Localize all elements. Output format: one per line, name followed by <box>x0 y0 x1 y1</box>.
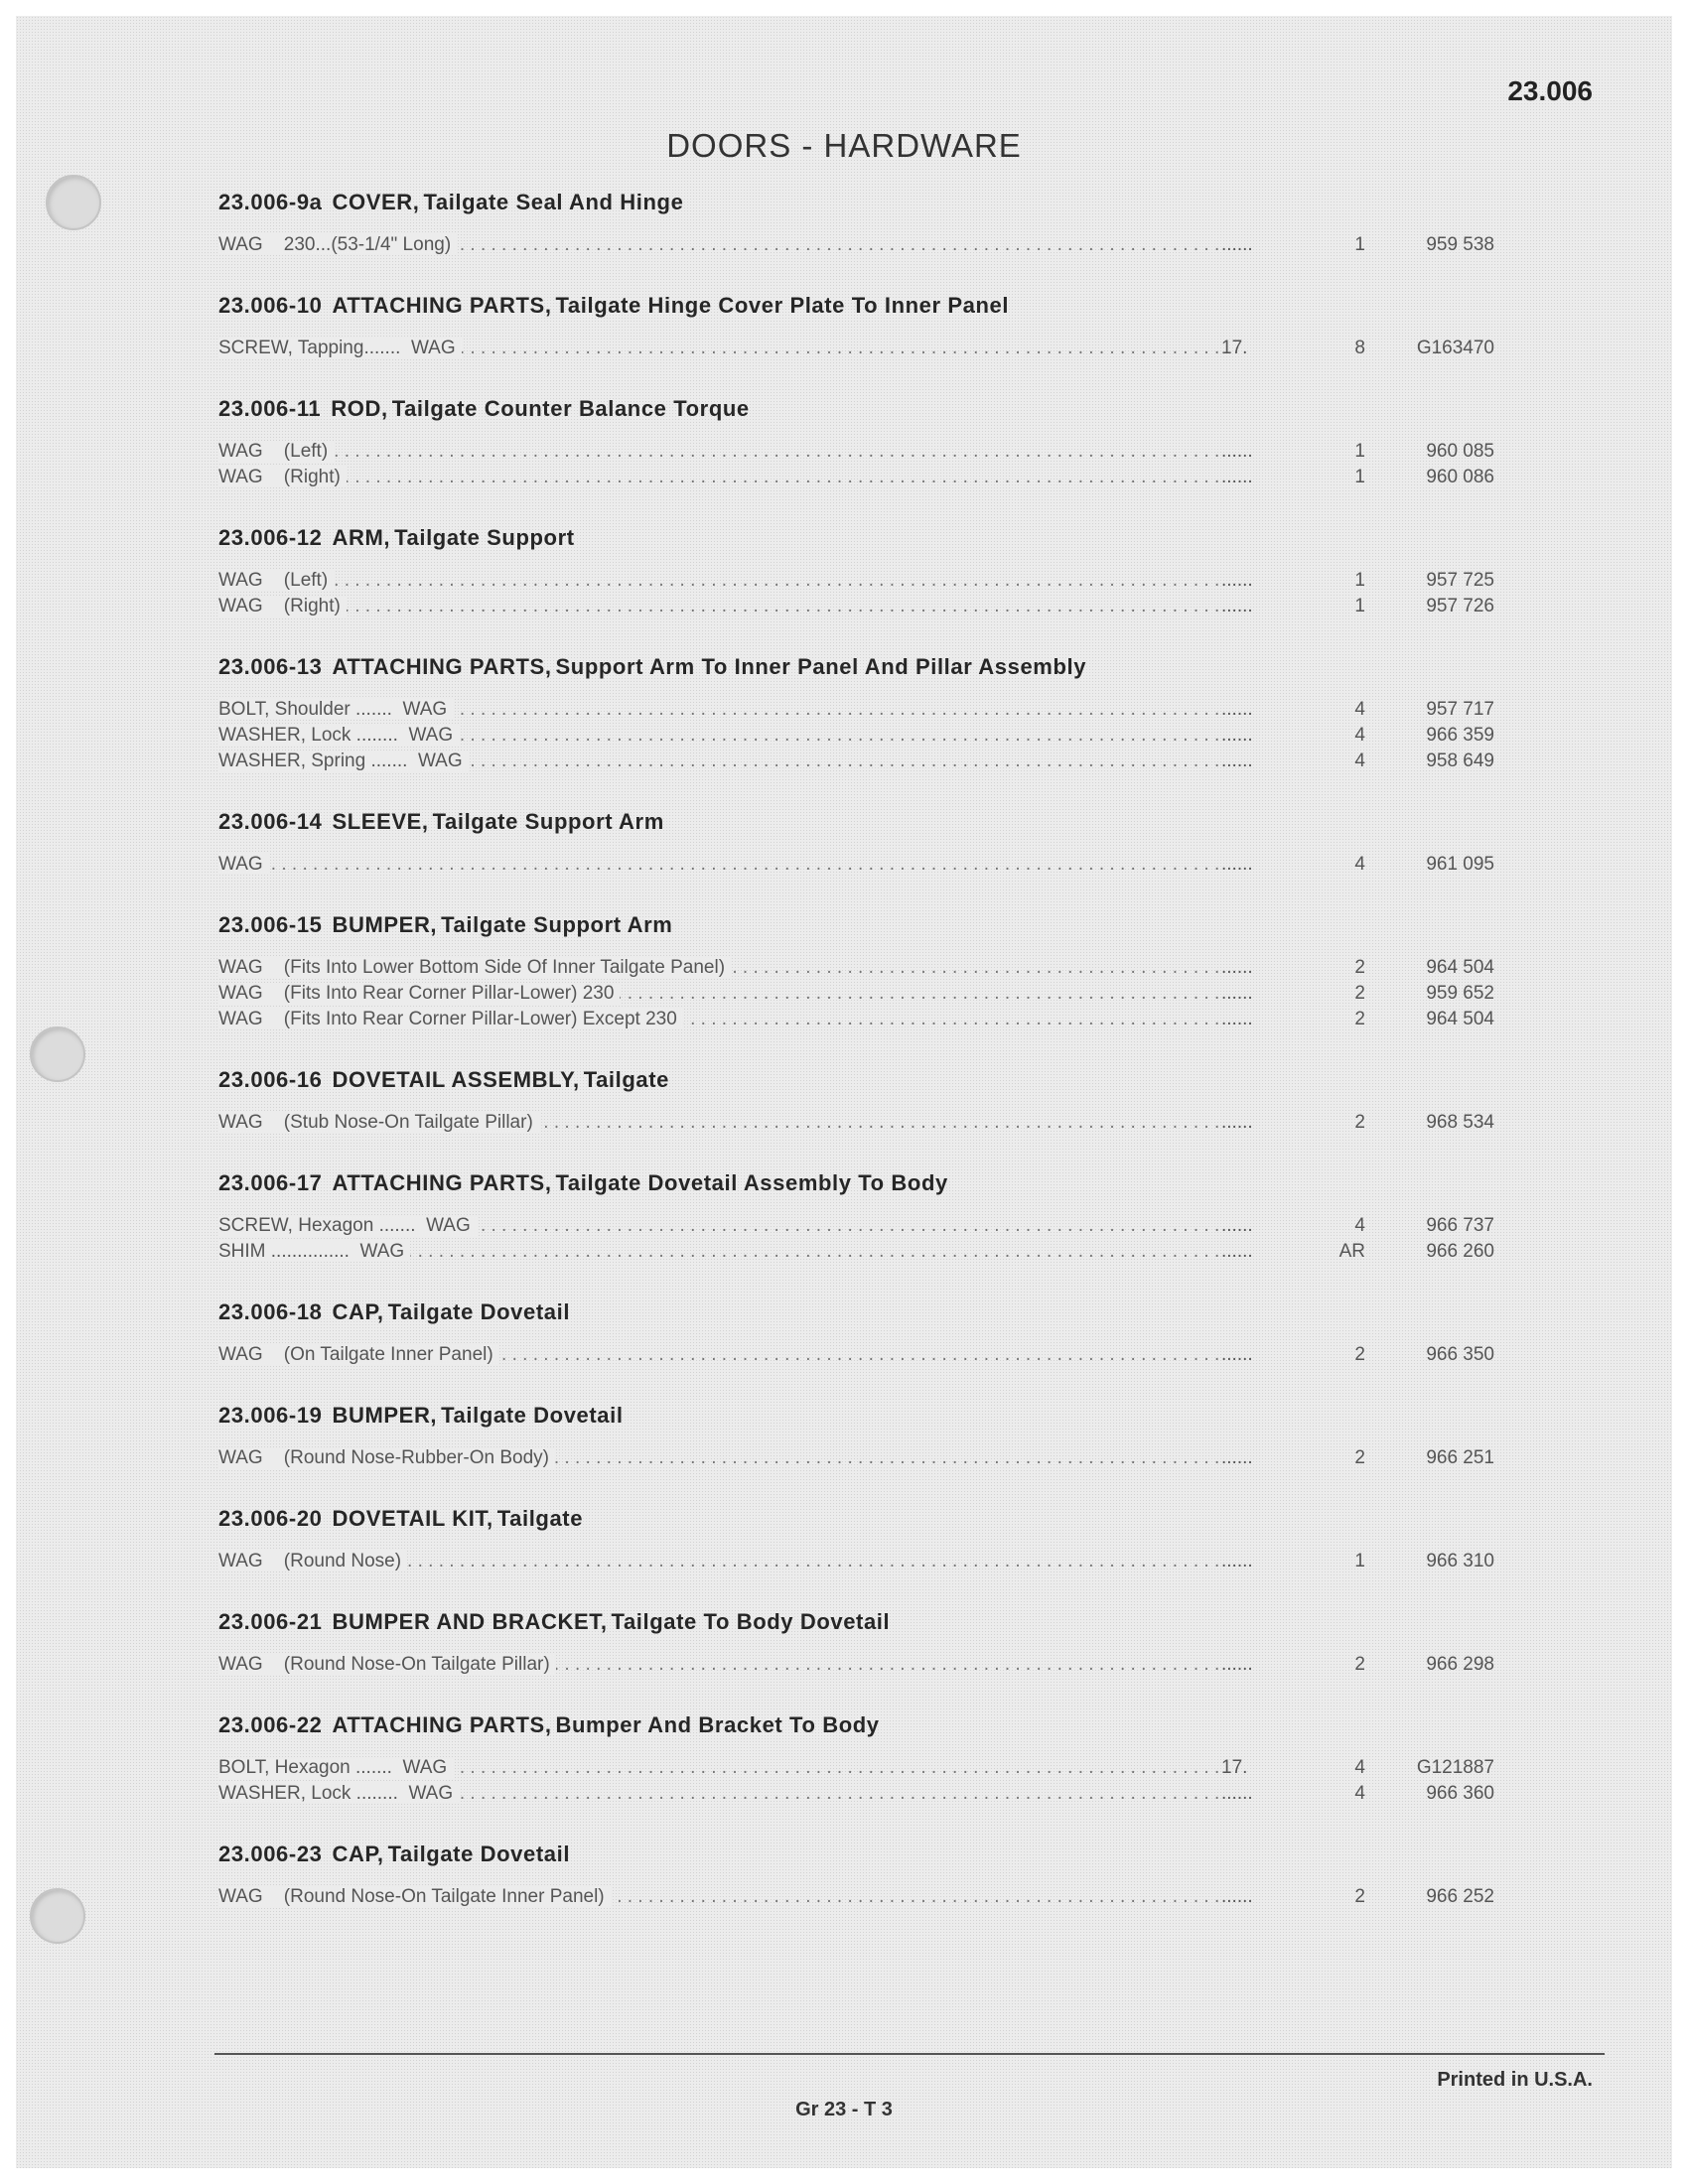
entry-category: DOVETAIL KIT, <box>332 1506 493 1531</box>
group-ref: 17. <box>1221 338 1248 358</box>
part-description-text: WAG (On Tailgate Inner Panel) <box>218 1344 499 1365</box>
part-row <box>218 1781 1549 1807</box>
part-entry <box>218 1165 1549 1295</box>
group-ref: ...... <box>1221 725 1253 746</box>
part-row <box>218 594 1549 619</box>
quantity: 4 <box>1354 1757 1365 1778</box>
entry-category: BUMPER, <box>332 912 438 937</box>
binder-hole-top <box>46 175 101 230</box>
group-ref: ...... <box>1221 1886 1253 1907</box>
entry-category: DOVETAIL ASSEMBLY, <box>332 1067 580 1092</box>
entry-header <box>218 804 1549 840</box>
entry-items <box>218 1110 1549 1136</box>
part-entry <box>218 520 1549 649</box>
part-description-text: WAG (Round Nose) <box>218 1551 407 1571</box>
entry-category: BUMPER, <box>332 1403 438 1428</box>
quantity: 2 <box>1354 1009 1365 1029</box>
part-number: 959 538 <box>1426 234 1494 255</box>
quantity: 4 <box>1354 1215 1365 1236</box>
part-description-text: SHIM ............... WAG <box>218 1241 410 1262</box>
part-description <box>218 1652 1221 1678</box>
entry-number: 23.006-12 <box>218 525 323 550</box>
page-number: 23.006 <box>1507 75 1593 106</box>
part-number: 961 095 <box>1426 854 1494 875</box>
quantity: 4 <box>1354 751 1365 771</box>
entry-description: Tailgate To Body Dovetail <box>611 1609 891 1634</box>
part-entry <box>218 1501 1549 1604</box>
group-ref: ...... <box>1221 596 1253 616</box>
part-description <box>218 1342 1221 1368</box>
part-description <box>218 749 1221 774</box>
part-entry <box>218 185 1549 288</box>
part-row <box>218 1549 1549 1574</box>
part-description-text: WASHER, Spring ....... WAG <box>218 751 469 771</box>
quantity: 1 <box>1354 234 1365 255</box>
entry-header <box>218 185 1549 220</box>
quantity: 2 <box>1354 1112 1365 1133</box>
entry-category: ATTACHING PARTS, <box>332 1170 552 1195</box>
part-row <box>218 697 1549 723</box>
entry-header <box>218 1165 1549 1201</box>
part-description-text: WAG (Fits Into Rear Corner Pillar-Lower) 230 <box>218 983 620 1004</box>
entry-description: Support Arm To Inner Panel And Pillar Assembly <box>555 654 1087 679</box>
group-ref: ...... <box>1221 983 1253 1004</box>
catalog-page <box>16 16 1672 2168</box>
part-entry <box>218 391 1549 520</box>
entry-header <box>218 391 1549 427</box>
part-number: 966 260 <box>1426 1241 1494 1262</box>
part-description <box>218 1884 1221 1910</box>
entry-description: Tailgate Support Arm <box>441 912 673 937</box>
part-entry <box>218 1707 1549 1837</box>
part-row <box>218 232 1549 258</box>
entry-items <box>218 1884 1549 1910</box>
entry-number: 23.006-23 <box>218 1842 323 1866</box>
binder-hole-middle <box>30 1026 85 1082</box>
quantity: 2 <box>1354 1654 1365 1675</box>
part-description <box>218 981 1221 1007</box>
group-ref: ...... <box>1221 1783 1253 1804</box>
printed-note: Printed in U.S.A. <box>1437 2069 1593 2091</box>
entry-description: Tailgate Seal And Hinge <box>423 190 684 214</box>
quantity: 2 <box>1354 1344 1365 1365</box>
part-row <box>218 1239 1549 1265</box>
entry-number: 23.006-20 <box>218 1506 323 1531</box>
entry-header <box>218 288 1549 324</box>
group-ref: ...... <box>1221 1112 1253 1133</box>
part-number: 957 717 <box>1426 699 1494 720</box>
entry-items <box>218 232 1549 258</box>
quantity: 4 <box>1354 854 1365 875</box>
quantity: 1 <box>1354 1551 1365 1571</box>
entry-number: 23.006-15 <box>218 912 323 937</box>
part-number: 960 085 <box>1426 441 1494 462</box>
quantity: 2 <box>1354 1886 1365 1907</box>
group-ref: ...... <box>1221 751 1253 771</box>
part-row <box>218 749 1549 774</box>
part-description <box>218 723 1221 749</box>
part-description <box>218 697 1221 723</box>
entry-header <box>218 1837 1549 1872</box>
group-ref: ...... <box>1221 570 1253 591</box>
part-description <box>218 852 1221 878</box>
part-description <box>218 955 1221 981</box>
entry-description: Tailgate Dovetail <box>441 1403 624 1428</box>
part-row <box>218 568 1549 594</box>
entry-number: 23.006-11 <box>218 396 322 421</box>
entry-number: 23.006-19 <box>218 1403 323 1428</box>
entry-header <box>218 520 1549 556</box>
entry-header <box>218 1295 1549 1330</box>
part-row <box>218 1342 1549 1368</box>
group-ref: ...... <box>1221 1447 1253 1468</box>
part-description <box>218 1007 1221 1032</box>
group-ref: ...... <box>1221 957 1253 978</box>
part-entry <box>218 1398 1549 1501</box>
part-number: 966 252 <box>1426 1886 1494 1907</box>
part-description <box>218 1755 1221 1781</box>
entry-description: Tailgate Counter Balance Torque <box>391 396 750 421</box>
part-description-text: WAG (Left) <box>218 570 334 591</box>
entry-number: 23.006-21 <box>218 1609 323 1634</box>
quantity: 2 <box>1354 957 1365 978</box>
part-description <box>218 336 1221 361</box>
part-description-text: WASHER, Lock ........ WAG <box>218 1783 459 1804</box>
entry-items <box>218 1652 1549 1678</box>
entry-category: SLEEVE, <box>332 809 429 834</box>
part-entry <box>218 1295 1549 1398</box>
entry-header <box>218 907 1549 943</box>
part-number: 966 737 <box>1426 1215 1494 1236</box>
quantity: 2 <box>1354 983 1365 1004</box>
group-ref: ...... <box>1221 699 1253 720</box>
part-number: 958 649 <box>1426 751 1494 771</box>
part-description-text: WAG (Stub Nose-On Tailgate Pillar) <box>218 1112 539 1133</box>
quantity: 2 <box>1354 1447 1365 1468</box>
part-number: 964 504 <box>1426 957 1494 978</box>
entry-description: Tailgate Support Arm <box>432 809 664 834</box>
part-row <box>218 1213 1549 1239</box>
part-description-text: WAG (Fits Into Rear Corner Pillar-Lower) Except 230 <box>218 1009 683 1029</box>
part-description-text: BOLT, Hexagon ....... WAG <box>218 1757 453 1778</box>
quantity: 1 <box>1354 467 1365 487</box>
part-number: 957 726 <box>1426 596 1494 616</box>
quantity: AR <box>1338 1241 1365 1262</box>
group-ref: ...... <box>1221 1654 1253 1675</box>
entry-category: COVER, <box>332 190 420 214</box>
group-ref: ...... <box>1221 854 1253 875</box>
part-row <box>218 955 1549 981</box>
entry-number: 23.006-13 <box>218 654 323 679</box>
entry-items <box>218 1213 1549 1265</box>
part-number: 959 652 <box>1426 983 1494 1004</box>
part-number: 968 534 <box>1426 1112 1494 1133</box>
entry-number: 23.006-17 <box>218 1170 323 1195</box>
part-number: 966 310 <box>1426 1551 1494 1571</box>
entry-header <box>218 1398 1549 1433</box>
part-entry <box>218 907 1549 1062</box>
entry-header <box>218 1062 1549 1098</box>
entry-items <box>218 439 1549 490</box>
page-title: DOORS - HARDWARE <box>666 127 1022 164</box>
section-code: Gr 23 - T 3 <box>795 2099 893 2120</box>
entry-category: ARM, <box>332 525 391 550</box>
parts-list <box>218 185 1549 1940</box>
entry-category: CAP, <box>332 1842 384 1866</box>
entry-description: Tailgate <box>583 1067 669 1092</box>
part-row <box>218 1755 1549 1781</box>
entry-description: Tailgate Support <box>394 525 575 550</box>
part-description-text: WAG <box>218 854 269 875</box>
part-entry <box>218 1604 1549 1707</box>
entry-category: ATTACHING PARTS, <box>332 293 552 318</box>
part-number: G121887 <box>1416 1757 1494 1778</box>
part-description-text: WAG (Right) <box>218 596 347 616</box>
entry-items <box>218 1549 1549 1574</box>
part-row <box>218 1007 1549 1032</box>
entry-category: CAP, <box>332 1299 384 1324</box>
group-ref: ...... <box>1221 467 1253 487</box>
entry-items <box>218 955 1549 1032</box>
part-description-text: WAG (Round Nose-On Tailgate Inner Panel) <box>218 1886 611 1907</box>
group-ref: 17. <box>1221 1757 1248 1778</box>
quantity: 1 <box>1354 570 1365 591</box>
part-row <box>218 465 1549 490</box>
part-number: 966 360 <box>1426 1783 1494 1804</box>
entry-description: Tailgate <box>496 1506 584 1531</box>
part-entry <box>218 1837 1549 1940</box>
quantity: 8 <box>1354 338 1365 358</box>
entry-description: Bumper And Bracket To Body <box>555 1712 880 1737</box>
part-description <box>218 1445 1221 1471</box>
binder-hole-bottom <box>30 1888 85 1944</box>
entry-description: Tailgate Hinge Cover Plate To Inner Panel <box>555 293 1010 318</box>
group-ref: ...... <box>1221 234 1253 255</box>
group-ref: ...... <box>1221 1215 1253 1236</box>
part-number: 964 504 <box>1426 1009 1494 1029</box>
part-row <box>218 439 1549 465</box>
part-row <box>218 1110 1549 1136</box>
entry-header <box>218 1707 1549 1743</box>
part-description-text: WAG 230...(53-1/4" Long) <box>218 234 457 255</box>
part-description <box>218 1213 1221 1239</box>
quantity: 4 <box>1354 1783 1365 1804</box>
quantity: 4 <box>1354 725 1365 746</box>
part-entry <box>218 649 1549 804</box>
part-row <box>218 723 1549 749</box>
quantity: 1 <box>1354 596 1365 616</box>
part-description-text: SCREW, Hexagon ....... WAG <box>218 1215 477 1236</box>
part-row <box>218 981 1549 1007</box>
part-description <box>218 465 1221 490</box>
footer-divider <box>214 2053 1605 2055</box>
part-row <box>218 336 1549 361</box>
group-ref: ...... <box>1221 1551 1253 1571</box>
part-description-text: BOLT, Shoulder ....... WAG <box>218 699 453 720</box>
part-entry <box>218 288 1549 391</box>
entry-number: 23.006-18 <box>218 1299 323 1324</box>
entry-items <box>218 1342 1549 1368</box>
part-description <box>218 232 1221 258</box>
part-number: 957 725 <box>1426 570 1494 591</box>
entry-category: ATTACHING PARTS, <box>332 654 552 679</box>
part-description-text: WAG (Right) <box>218 467 347 487</box>
part-description <box>218 594 1221 619</box>
part-row <box>218 1884 1549 1910</box>
part-number: 966 350 <box>1426 1344 1494 1365</box>
part-description <box>218 439 1221 465</box>
entry-items <box>218 568 1549 619</box>
part-description <box>218 1239 1221 1265</box>
part-description <box>218 568 1221 594</box>
group-ref: ...... <box>1221 1241 1253 1262</box>
entry-category: BUMPER AND BRACKET, <box>332 1609 608 1634</box>
entry-category: ROD, <box>331 396 388 421</box>
part-description <box>218 1781 1221 1807</box>
entry-number: 23.006-16 <box>218 1067 323 1092</box>
part-number: 960 086 <box>1426 467 1494 487</box>
part-entry <box>218 804 1549 907</box>
group-ref: ...... <box>1221 1009 1253 1029</box>
part-description-text: WASHER, Lock ........ WAG <box>218 725 459 746</box>
group-ref: ...... <box>1221 441 1253 462</box>
part-entry <box>218 1062 1549 1165</box>
quantity: 4 <box>1354 699 1365 720</box>
part-description-text: WAG (Round Nose-Rubber-On Body) <box>218 1447 555 1468</box>
entry-items <box>218 1445 1549 1471</box>
group-ref: ...... <box>1221 1344 1253 1365</box>
part-row <box>218 1445 1549 1471</box>
entry-description: Tailgate Dovetail <box>387 1842 571 1866</box>
entry-items <box>218 852 1549 878</box>
part-description <box>218 1549 1221 1574</box>
part-number: G163470 <box>1416 338 1494 358</box>
entry-number: 23.006-22 <box>218 1712 323 1737</box>
quantity: 1 <box>1354 441 1365 462</box>
entry-items <box>218 336 1549 361</box>
part-row <box>218 1652 1549 1678</box>
entry-description: Tailgate Dovetail <box>387 1299 571 1324</box>
part-number: 966 359 <box>1426 725 1494 746</box>
part-description-text: WAG (Fits Into Lower Bottom Side Of Inner Tailgate Panel) <box>218 957 731 978</box>
part-description-text: WAG (Round Nose-On Tailgate Pillar) <box>218 1654 556 1675</box>
entry-number: 23.006-14 <box>218 809 323 834</box>
entry-number: 23.006-9a <box>218 190 323 214</box>
entry-header <box>218 1501 1549 1537</box>
entry-items <box>218 697 1549 774</box>
part-description <box>218 1110 1221 1136</box>
entry-header <box>218 649 1549 685</box>
part-row <box>218 852 1549 878</box>
part-number: 966 251 <box>1426 1447 1494 1468</box>
part-number: 966 298 <box>1426 1654 1494 1675</box>
entry-header <box>218 1604 1549 1640</box>
entry-description: Tailgate Dovetail Assembly To Body <box>555 1170 948 1195</box>
entry-number: 23.006-10 <box>218 293 323 318</box>
part-description-text: SCREW, Tapping....... WAG <box>218 338 462 358</box>
part-description-text: WAG (Left) <box>218 441 334 462</box>
entry-items <box>218 1755 1549 1807</box>
entry-category: ATTACHING PARTS, <box>332 1712 552 1737</box>
